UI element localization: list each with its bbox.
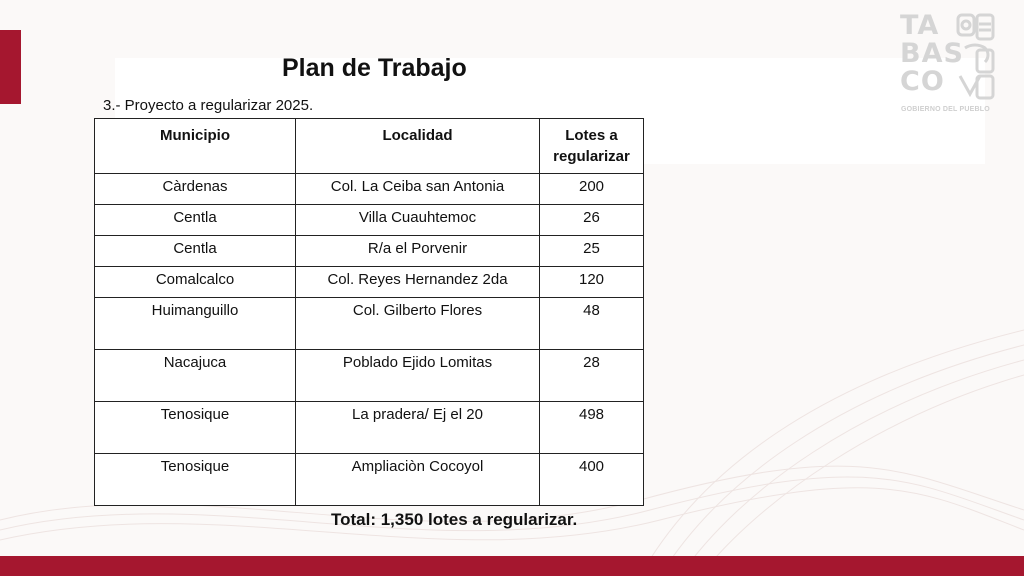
logo-line-1: TA (900, 10, 940, 41)
bottom-accent-bar (0, 556, 1024, 576)
header-municipio: Municipio (95, 119, 296, 174)
cell-localidad: R/a el Porvenir (296, 236, 540, 267)
cell-localidad: Villa Cuauhtemoc (296, 205, 540, 236)
lots-table (94, 118, 644, 506)
header-lotes-line2: regularizar (553, 148, 630, 165)
header-lotes-line1: Lotes a (565, 127, 618, 144)
cell-municipio: Nacajuca (95, 350, 296, 402)
left-accent-bar (0, 30, 21, 104)
header-lotes (540, 119, 644, 174)
cell-localidad: Poblado Ejido Lomitas (296, 350, 540, 402)
cell-localidad: Col. Reyes Hernandez 2da (296, 267, 540, 298)
cell-municipio: Tenosique (95, 402, 296, 454)
cell-localidad: Ampliaciòn Cocoyol (296, 454, 540, 506)
table-row (95, 267, 644, 298)
cell-municipio: Comalcalco (95, 267, 296, 298)
header-localidad: Localidad (296, 119, 540, 174)
cell-municipio: Centla (95, 236, 296, 267)
cell-municipio: Càrdenas (95, 174, 296, 205)
cell-lotes: 400 (540, 454, 644, 506)
cell-lotes: 25 (540, 236, 644, 267)
cell-municipio: Centla (95, 205, 296, 236)
logo-tagline: GOBIERNO DEL PUEBLO (901, 106, 990, 113)
logo-line-3: CO (900, 66, 945, 97)
table-row (95, 402, 644, 454)
slide-subtitle: 3.- Proyecto a regularizar 2025. (103, 97, 314, 114)
table-row (95, 174, 644, 205)
table-row (95, 236, 644, 267)
cell-lotes: 26 (540, 205, 644, 236)
table-row (95, 350, 644, 402)
slide-title: Plan de Trabajo (282, 54, 467, 82)
cell-lotes: 28 (540, 350, 644, 402)
total-summary: Total: 1,350 lotes a regularizar. (331, 510, 578, 529)
table-row (95, 454, 644, 506)
cell-lotes: 200 (540, 174, 644, 205)
cell-localidad: Col. Gilberto Flores (296, 298, 540, 350)
cell-municipio: Huimanguillo (95, 298, 296, 350)
cell-lotes: 120 (540, 267, 644, 298)
cell-lotes: 498 (540, 402, 644, 454)
logo-emblem-icon (955, 12, 997, 104)
table-row (95, 298, 644, 350)
table-row (95, 205, 644, 236)
cell-municipio: Tenosique (95, 454, 296, 506)
cell-localidad: La pradera/ Ej el 20 (296, 402, 540, 454)
table-header-row (95, 119, 644, 174)
cell-lotes: 48 (540, 298, 644, 350)
cell-localidad: Col. La Ceiba san Antonia (296, 174, 540, 205)
tabasco-logo (900, 12, 1000, 118)
logo-line-2: BAS (900, 38, 964, 69)
